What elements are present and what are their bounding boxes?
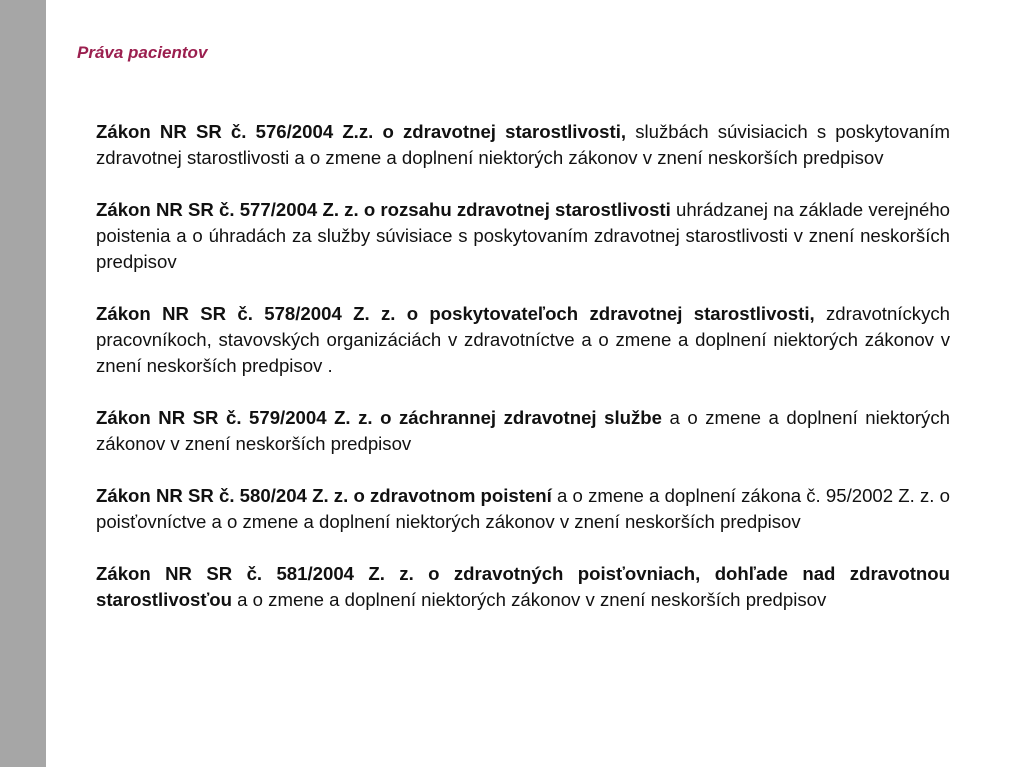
law-paragraph-580 bbox=[96, 483, 950, 535]
side-bar bbox=[0, 0, 46, 767]
law-paragraph-578 bbox=[96, 301, 950, 379]
law-title: Zákon NR SR č. 581/2004 Z. z. o zdravotných poisťovniach, dohľade nad zdravotnou starostlivosťou bbox=[96, 563, 950, 610]
law-paragraph-576 bbox=[96, 119, 950, 171]
law-description: a o zmene a doplnení niektorých zákonov v znení neskorších predpisov bbox=[96, 407, 950, 454]
law-paragraph-581 bbox=[96, 561, 950, 613]
law-paragraph-579 bbox=[96, 405, 950, 457]
slide-title: Práva pacientov bbox=[77, 43, 208, 62]
law-title: Zákon NR SR č. 578/2004 Z. z. o poskytovateľoch zdravotnej starostlivosti, bbox=[96, 303, 815, 324]
law-description: službách súvisiacich s poskytovaním zdravotnej starostlivosti a o zmene a doplnení niektorých zákonov v znení neskorších predpisov bbox=[96, 121, 950, 168]
laws-list bbox=[96, 119, 950, 639]
law-title: Zákon NR SR č. 580/204 Z. z. o zdravotnom poistení bbox=[96, 485, 552, 506]
law-title: Zákon NR SR č. 579/2004 Z. z. o záchrannej zdravotnej službe bbox=[96, 407, 662, 428]
law-description: zdravotníckych pracovníkoch, stavovských organizáciách v zdravotníctve a o zmene a doplnení niektorých zákonov v znení neskorších predpisov . bbox=[96, 303, 951, 376]
law-paragraph-577 bbox=[96, 197, 950, 275]
law-description: a o zmene a doplnení niektorých zákonov v znení neskorších predpisov bbox=[232, 589, 827, 610]
law-title: Zákon NR SR č. 576/2004 Z.z. o zdravotnej starostlivosti, bbox=[96, 121, 627, 142]
law-title: Zákon NR SR č. 577/2004 Z. z. o rozsahu zdravotnej starostlivosti bbox=[96, 199, 671, 220]
law-description: a o zmene a doplnení zákona č. 95/2002 Z. z. o poisťovníctve a o zmene a doplnení niektorých zákonov v znení neskorších predpisov bbox=[96, 485, 950, 532]
law-description: uhrádzanej na základe verejného poistenia a o úhradách za služby súvisiace s poskytovaním zdravotnej starostlivosti v znení neskorších predpisov bbox=[96, 199, 950, 272]
